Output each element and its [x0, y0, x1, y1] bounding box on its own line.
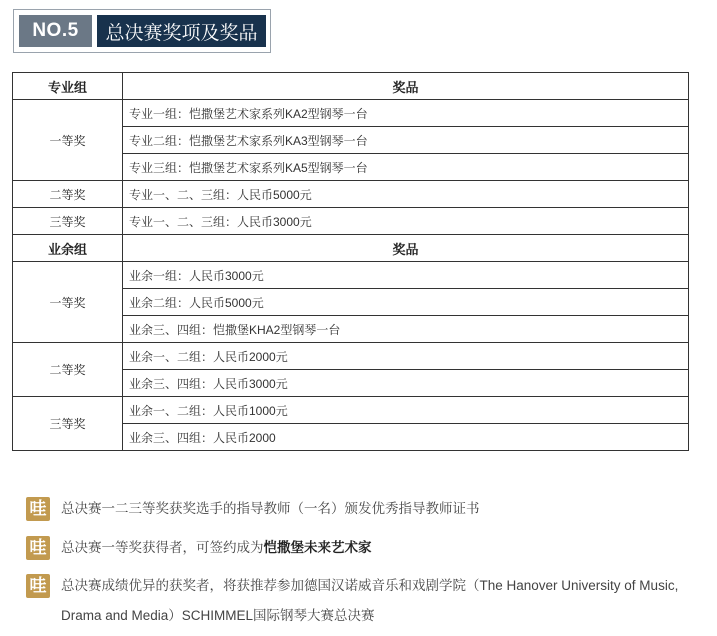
note-text: 总决赛一二三等奖获奖选手的指导教师（一名）颁发优秀指导教师证书: [61, 501, 480, 516]
section-number-badge: NO.5: [19, 15, 92, 47]
prize-item: 业余二组：人民币5000元: [123, 289, 689, 316]
table-row: [13, 100, 689, 127]
amateur-group-header-row: [13, 235, 689, 262]
prize-table: [12, 72, 689, 451]
prize-item: 业余一、二组：人民币1000元: [123, 397, 689, 424]
section-title: 总决赛奖项及奖品: [97, 15, 266, 47]
award-label: 一等奖: [13, 262, 123, 343]
note-text-prefix: 总决赛一等奖获得者，可签约成为: [61, 540, 264, 555]
wa-badge-icon: 哇: [26, 536, 50, 560]
prize-item: 业余一组：人民币3000元: [123, 262, 689, 289]
wa-badge-icon: 哇: [26, 497, 50, 521]
wa-badge-icon: 哇: [26, 574, 50, 598]
award-label: 三等奖: [13, 208, 123, 235]
amateur-prize-header: 奖品: [123, 235, 689, 262]
note-future-artist: [26, 533, 681, 563]
table-row: [13, 181, 689, 208]
note-text: [61, 533, 681, 563]
pro-prize-header: 奖品: [123, 73, 689, 100]
prize-item: 业余三、四组：人民币3000元: [123, 370, 689, 397]
prize-item: 专业一、二、三组：人民币3000元: [123, 208, 689, 235]
prize-item: 业余一、二组：人民币2000元: [123, 343, 689, 370]
section-header: [13, 9, 271, 53]
table-row: [13, 262, 689, 289]
amateur-group-label: 业余组: [13, 235, 123, 262]
table-row: [13, 397, 689, 424]
prize-item: 专业三组：恺撒堡艺术家系列KA5型钢琴一台: [123, 154, 689, 181]
prize-item: 业余三、四组：人民币2000: [123, 424, 689, 451]
note-schimmel-competition: [26, 571, 681, 631]
note-text: 总决赛成绩优异的获奖者，将获推荐参加德国汉诺威音乐和戏剧学院（The Hanover University of Music, Drama and Media）SCHIMMEL国际钢琴大赛总决赛: [61, 578, 679, 623]
note-teacher-certificate: [26, 494, 681, 524]
pro-group-label: 专业组: [13, 73, 123, 100]
future-artist-highlight: 恺撒堡未来艺术家: [263, 540, 372, 555]
award-label: 一等奖: [13, 100, 123, 181]
award-label: 二等奖: [13, 343, 123, 397]
prize-item: 业余三、四组：恺撒堡KHA2型钢琴一台: [123, 316, 689, 343]
prize-item: 专业一、二、三组：人民币5000元: [123, 181, 689, 208]
table-row: [13, 343, 689, 370]
pro-group-header-row: [13, 73, 689, 100]
award-label: 二等奖: [13, 181, 123, 208]
table-row: [13, 208, 689, 235]
prize-item: 专业二组：恺撒堡艺术家系列KA3型钢琴一台: [123, 127, 689, 154]
award-label: 三等奖: [13, 397, 123, 451]
prize-item: 专业一组：恺撒堡艺术家系列KA2型钢琴一台: [123, 100, 689, 127]
